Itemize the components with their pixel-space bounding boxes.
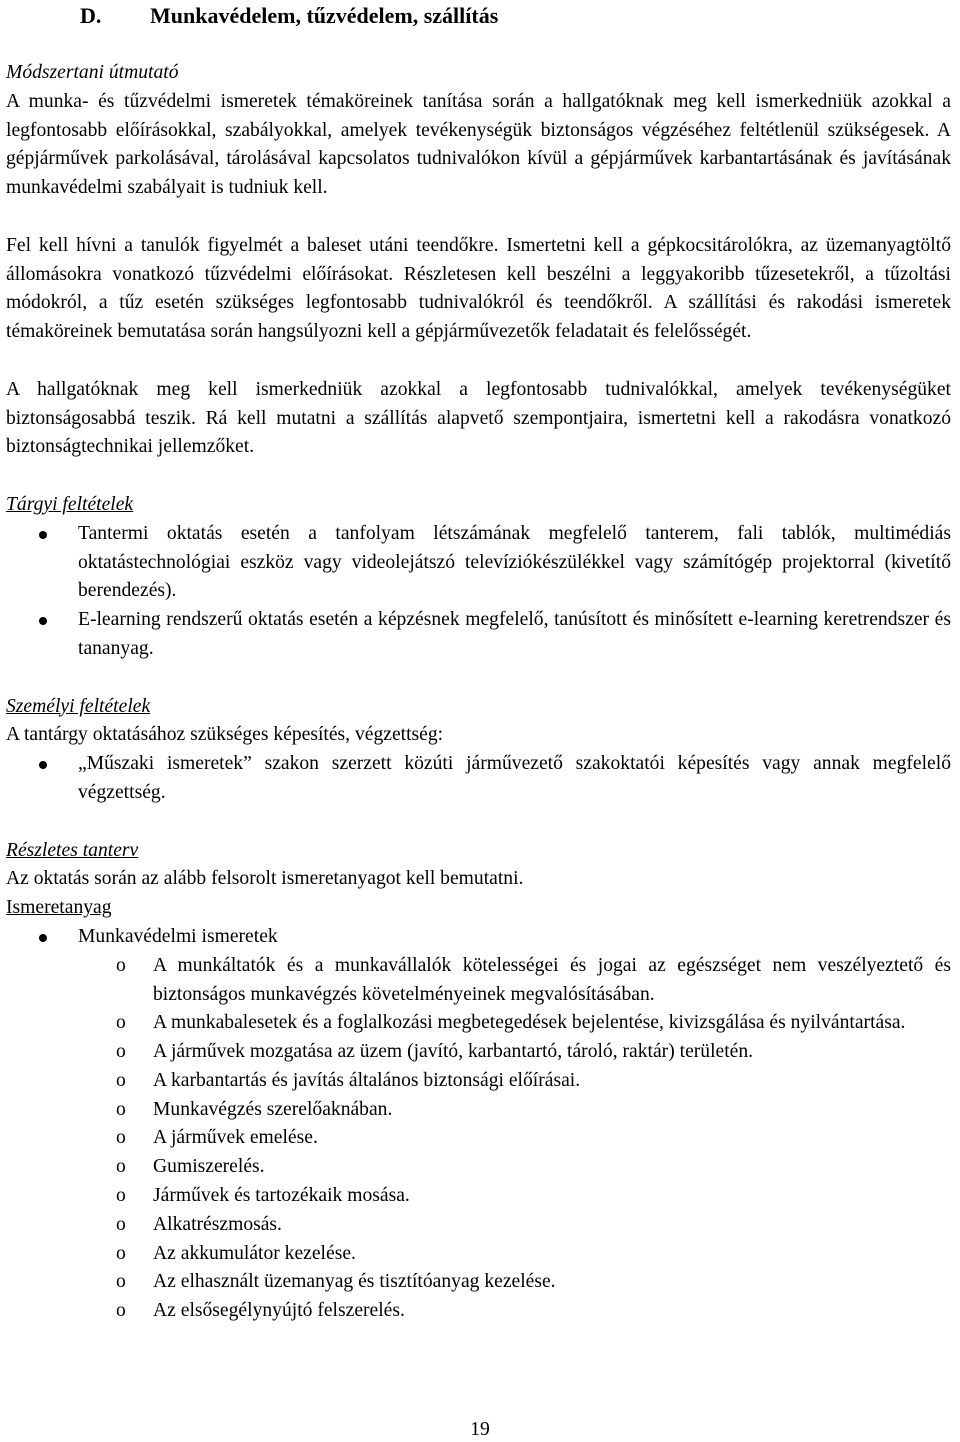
sub-list-item: o Gumiszerelés. [6, 1153, 951, 1182]
methodology-paragraph-1: A munka- és tűzvédelmi ismeretek témaköreinek tanítása során a hallgatóknak meg kell ismerkedniük azokkal a legfontosabb előírásokkal, szabályokkal, amelyek tevékenységük biztonságos végzéséhez feltétlenül szükségesek. A gépjárművek parkolásával, tárolásával kapcsolatos tudnivalókon kívül a gépjárművek karbantartásának és javításának munkavédelmi szabályait is tudniuk kell. [6, 90, 951, 199]
circle-bullet-icon: o [116, 1098, 126, 1120]
page-number: 19 [470, 1419, 490, 1440]
sub-list-item: o Az akkumulátor kezelése. [6, 1240, 951, 1269]
personal-conditions-intro: A tantárgy oktatásához szükséges képesítés, végzettség: [6, 724, 444, 746]
spacer [6, 808, 951, 837]
circle-bullet-icon: o [116, 1242, 126, 1264]
circle-bullet-icon: o [116, 1213, 126, 1235]
circle-bullet-icon: o [116, 1300, 126, 1322]
material-conditions-list [6, 520, 951, 664]
circle-bullet-icon: o [116, 1127, 126, 1149]
spacer [6, 347, 951, 376]
spacer [6, 203, 951, 232]
curriculum-title: Részletes tanterv [6, 839, 139, 861]
bullet-icon [39, 761, 47, 769]
document-body [6, 59, 951, 1326]
sub-list-item: o Munkavégzés szerelőaknában. [6, 1096, 951, 1125]
sub-list-item: o Az elsősegélynyújtó felszerelés. [6, 1297, 951, 1326]
sub-list-item: o Járművek és tartozékaik mosása. [6, 1182, 951, 1211]
bullet-icon [39, 617, 47, 625]
curriculum-list [6, 923, 951, 952]
sub-list-item: o Az elhasznált üzemanyag és tisztítóanyag kezelése. [6, 1268, 951, 1297]
circle-bullet-icon: o [116, 1069, 126, 1091]
circle-bullet-icon: o [116, 1156, 126, 1178]
list-item: „Műszaki ismeretek” szakon szerzett közúti járművezető szakoktatói képesítés vagy annak megfelelő végzettség. [6, 750, 951, 808]
circle-bullet-icon: o [116, 1271, 126, 1293]
sub-list-item: o A járművek mozgatása az üzem (javító, karbantartó, tároló, raktár) területén. [6, 1038, 951, 1067]
curriculum-subtitle: Ismeretanyag [6, 897, 112, 919]
sub-list-item: o A járművek emelése. [6, 1124, 951, 1153]
list-item: Tantermi oktatás esetén a tanfolyam létszámának megfelelő tanterem, fali tablók, multimédiás oktatástechnológiai eszköz vagy videolejátszó televíziókészülékkel vagy számítógép projektorral (kivetítő berendezés). [6, 520, 951, 606]
methodology-title: Módszertani útmutató [6, 62, 179, 83]
sub-list-item: o A munkáltatók és a munkavállalók kötelességei és jogai az egészséget nem veszélyeztető és biztonságos munkavégzés követelményeinek megvalósításában. [6, 952, 951, 1010]
sub-list-item: o A munkabalesetek és a foglalkozási megbetegedések bejelentése, kivizsgálása és nyilvántartása. [6, 1009, 951, 1038]
material-conditions-title: Tárgyi feltételek [6, 493, 134, 515]
section-title: Munkavédelem, tűzvédelem, szállítás [150, 3, 499, 28]
bullet-icon [39, 531, 47, 539]
personal-conditions-title: Személyi feltételek [6, 695, 151, 717]
personal-conditions-list [6, 750, 951, 808]
circle-bullet-icon: o [116, 1012, 126, 1034]
curriculum-sub-list [6, 952, 951, 1326]
methodology-paragraph-3: A hallgatóknak meg kell ismerkedniük azokkal a legfontosabb tudnivalókkal, amelyek tevékenységüket biztonságosabbá teszik. Rá kell mutatni a szállítás alapvető szempontjaira, ismertetni kell a rakodásra vonatkozó biztonságtechnikai jellemzőket. [6, 378, 951, 458]
section-letter: D. [80, 3, 102, 28]
sub-list-item: o A karbantartás és javítás általános biztonsági előírásai. [6, 1067, 951, 1096]
sub-list-item: o Alkatrészmosás. [6, 1211, 951, 1240]
circle-bullet-icon: o [116, 954, 126, 976]
spacer [6, 462, 951, 491]
circle-bullet-icon: o [116, 1041, 126, 1063]
bullet-icon [39, 934, 47, 942]
list-item: E-learning rendszerű oktatás esetén a képzésnek megfelelő, tanúsított és minősített e-learning keretrendszer és tananyag. [6, 606, 951, 664]
methodology-paragraph-2: Fel kell hívni a tanulók figyelmét a baleset utáni teendőkre. Ismertetni kell a gépkocsitárolókra, az üzemanyagtöltő állomásokra vonatkozó tűzvédelmi előírásokat. Részletesen kell beszélni a leggyakoribb tűzesetekről, a tűzoltási módokról, a tűz esetén szükséges legfontosabb tudnivalókról és teendőkről. A szállítási és rakodási ismeretek témaköreinek bemutatása során hangsúlyozni kell a gépjárművezetők feladatait és felelősségét. [6, 234, 951, 343]
spacer [6, 664, 951, 693]
curriculum-intro: Az oktatás során az alább felsorolt ismeretanyagot kell bemutatni. [6, 868, 524, 890]
list-item: Munkavédelmi ismeretek [6, 923, 951, 952]
circle-bullet-icon: o [116, 1185, 126, 1207]
